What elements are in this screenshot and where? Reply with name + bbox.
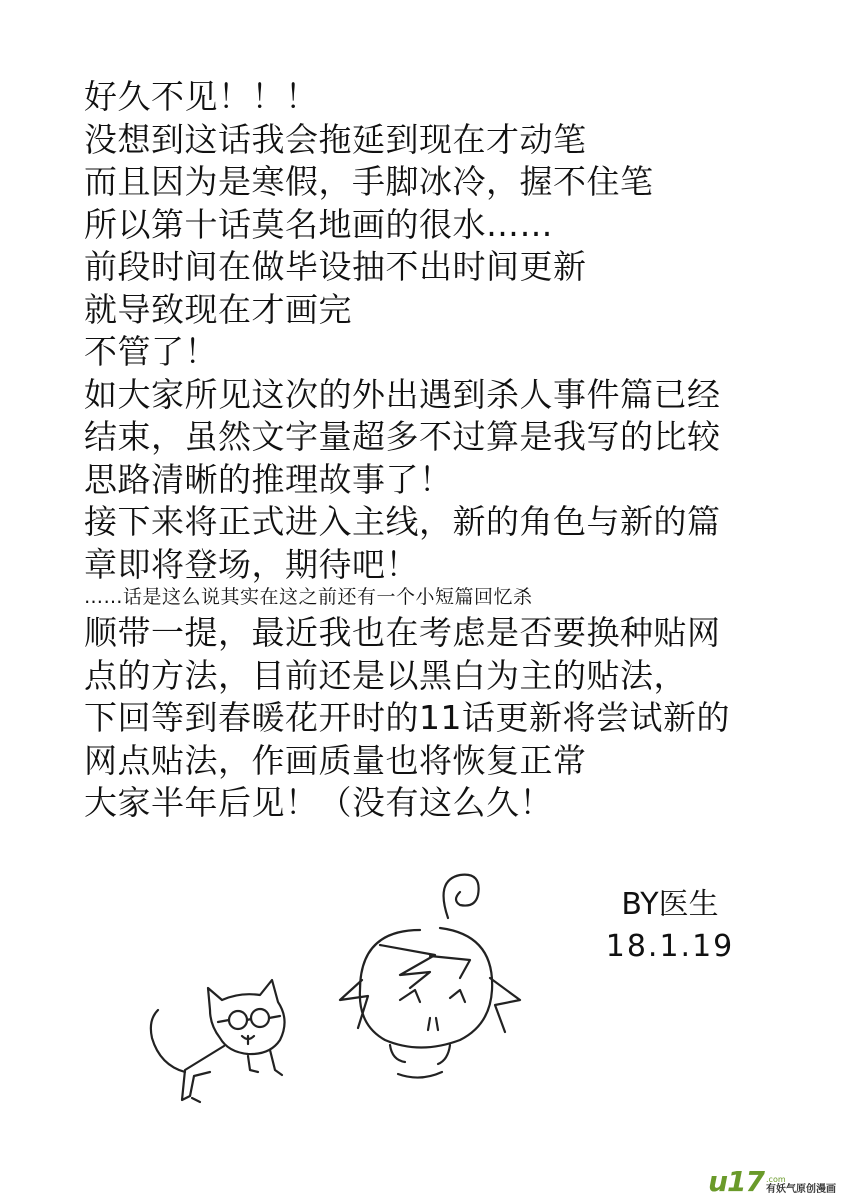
- note-line: 前段时间在做毕设抽不出时间更新: [84, 247, 587, 286]
- watermark-logo: u17: [708, 1165, 764, 1198]
- note-line: 不管了！: [84, 332, 218, 371]
- note-line: 顺带一提，最近我也在考虑是否要换种贴网: [84, 613, 721, 652]
- note-line: 好久不见！！！: [84, 77, 319, 116]
- note-line: 大家半年后见！（没有这么久！: [84, 783, 553, 822]
- site-watermark: [708, 1166, 836, 1196]
- note-line: 网点贴法，作画质量也将恢复正常: [84, 740, 587, 780]
- note-line: 而且因为是寒假，手脚冰冷，握不住笔: [84, 162, 654, 201]
- note-line: 思路清晰的推理故事了！: [84, 459, 453, 499]
- cat-doodle-icon: [151, 980, 285, 1102]
- girl-doodle-icon: [340, 875, 520, 1078]
- note-line: 点的方法，目前还是以黑白为主的贴法，: [84, 655, 687, 695]
- signature-author: BY医生: [621, 887, 719, 922]
- watermark-slogan: 有妖气原创漫画: [766, 1184, 836, 1195]
- note-line: 所以第十话莫名地画的很水……: [84, 204, 553, 244]
- signature: [600, 884, 740, 968]
- note-line: 如大家所见这次的外出遇到杀人事件篇已经: [84, 374, 721, 414]
- note-line: 接下来将正式进入主线，新的角色与新的篇: [84, 502, 721, 541]
- watermark-domain: .com: [766, 1175, 786, 1184]
- signature-date: 18.1.19: [605, 929, 735, 964]
- note-aside: ……话是这么说其实在这之前还有一个小短篇回忆杀: [84, 586, 533, 608]
- doodle-illustration: [130, 860, 580, 1130]
- note-line: 没想到这话我会拖延到现在才动笔: [84, 119, 587, 159]
- note-line: 章即将登场，期待吧！: [84, 544, 419, 584]
- note-line: 下回等到春暖花开时的11话更新将尝试新的: [84, 698, 730, 737]
- author-note: [84, 76, 784, 825]
- note-line: 就导致现在才画完: [84, 289, 352, 329]
- note-line: 结束，虽然文字量超多不过算是我写的比较: [84, 417, 721, 456]
